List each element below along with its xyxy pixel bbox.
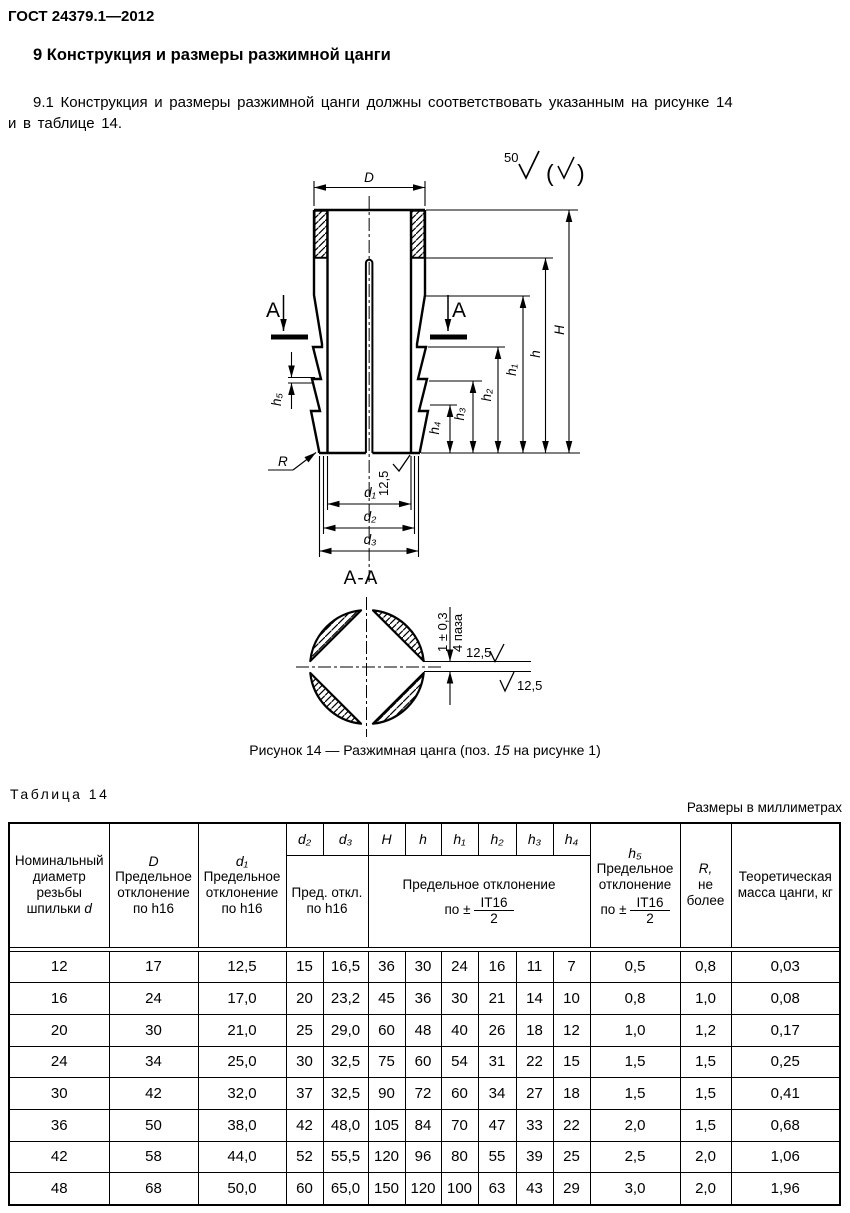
table-cell: 75 xyxy=(368,1046,405,1078)
table-cell: 2,0 xyxy=(680,1141,731,1173)
col-header-d2-var: d₂ xyxy=(297,830,312,847)
table-cell: 27 xyxy=(516,1078,553,1110)
col-header-nominal-var: d xyxy=(84,901,92,917)
table-cell: 84 xyxy=(405,1109,441,1141)
table-cell: 29,0 xyxy=(323,1014,368,1046)
caption-prefix: Рисунок 14 — Разжимная цанга (поз. xyxy=(249,742,495,758)
roughness-check-icon xyxy=(519,151,539,178)
table-cell: 1,5 xyxy=(590,1078,680,1110)
table-cell: 30 xyxy=(286,1046,323,1078)
table-cell: 31 xyxy=(478,1046,516,1078)
col-header-D-desc: Предельное отклонение по h16 xyxy=(115,869,192,917)
table-cell: 37 xyxy=(286,1078,323,1110)
frac-numerator: IT16 xyxy=(630,895,669,911)
col-header-R xyxy=(680,823,731,947)
table-cell: 30 xyxy=(9,1078,109,1110)
table-cell: 20 xyxy=(9,1014,109,1046)
col-header-d3 xyxy=(323,823,368,855)
table-body xyxy=(9,951,840,1205)
table-cell: 16 xyxy=(9,983,109,1015)
table-cell: 1,0 xyxy=(590,1014,680,1046)
table-cell: 15 xyxy=(553,1046,590,1078)
table-cell: 23,2 xyxy=(323,983,368,1015)
col-header-d23-tolerance xyxy=(286,855,368,947)
table-cell: 11 xyxy=(516,951,553,983)
table-cell: 48 xyxy=(405,1014,441,1046)
table-cell: 36 xyxy=(368,951,405,983)
col-header-h1 xyxy=(441,823,478,855)
roughness-check-icon xyxy=(393,455,410,471)
table-cell: 12 xyxy=(553,1014,590,1046)
h-group-desc: Предельное отклонение xyxy=(402,876,556,892)
slot-count-note: 4 паза xyxy=(450,613,465,652)
table-cell: 24 xyxy=(9,1046,109,1078)
table-row xyxy=(9,1014,840,1046)
table-cell: 3,0 xyxy=(590,1173,680,1205)
table-cell: 21 xyxy=(478,983,516,1015)
table-cell: 16,5 xyxy=(323,951,368,983)
paragraph-line2: и в таблице 14. xyxy=(8,115,123,132)
roughness-12-5: 12,5 xyxy=(376,470,391,496)
col-header-h2 xyxy=(478,823,516,855)
dimension-h5 xyxy=(288,352,315,409)
table-cell: 22 xyxy=(516,1046,553,1078)
roughness-check-icon xyxy=(558,157,574,178)
table-row xyxy=(9,983,840,1015)
roughness-check-icon xyxy=(490,644,504,662)
table-cell: 2,0 xyxy=(680,1173,731,1205)
table-cell: 7 xyxy=(553,951,590,983)
label-d1: d₁ xyxy=(364,485,376,500)
table-cell: 0,17 xyxy=(731,1014,840,1046)
table-title: Таблица 14 xyxy=(10,786,110,802)
table-cell: 1,5 xyxy=(680,1109,731,1141)
caption-suffix: на рисунке 1) xyxy=(509,742,601,758)
table-cell: 12,5 xyxy=(198,951,286,983)
label-d3: d₃ xyxy=(363,532,377,547)
col-header-nominal xyxy=(9,823,109,947)
table-cell: 90 xyxy=(368,1078,405,1110)
table-cell: 150 xyxy=(368,1173,405,1205)
table-cell: 34 xyxy=(478,1078,516,1110)
table-cell: 26 xyxy=(478,1014,516,1046)
roughness-value: 50 xyxy=(504,150,519,165)
table-cell: 1,5 xyxy=(680,1046,731,1078)
col-header-D-var: D xyxy=(148,853,159,870)
table-cell: 18 xyxy=(516,1014,553,1046)
table-cell: 15 xyxy=(286,951,323,983)
table-cell: 68 xyxy=(109,1173,198,1205)
table-cell: 50 xyxy=(109,1109,198,1141)
table-cell: 2,5 xyxy=(590,1141,680,1173)
roughness-12-5: 12,5 xyxy=(517,678,543,693)
col-header-d23-desc: Пред. откл. по h16 xyxy=(291,885,363,916)
col-header-h5-desc: Предельное отклонение xyxy=(596,860,674,892)
table-cell: 63 xyxy=(478,1173,516,1205)
table-cell: 40 xyxy=(441,1014,478,1046)
table-cell: 32,5 xyxy=(323,1078,368,1110)
col-header-h5 xyxy=(590,823,680,947)
table-cell: 60 xyxy=(441,1078,478,1110)
paragraph xyxy=(8,92,844,134)
table-14 xyxy=(8,822,841,1206)
table-cell: 33 xyxy=(516,1109,553,1141)
table-cell: 32,5 xyxy=(323,1046,368,1078)
frac-numerator: IT16 xyxy=(474,895,513,911)
table-cell: 1,96 xyxy=(731,1173,840,1205)
label-h5: h₅ xyxy=(269,393,284,406)
table-cell: 20 xyxy=(286,983,323,1015)
table-cell: 16 xyxy=(478,951,516,983)
table-cell: 30 xyxy=(405,951,441,983)
col-header-h3-var: h₃ xyxy=(527,830,542,847)
col-header-D xyxy=(109,823,198,947)
table-cell: 105 xyxy=(368,1109,405,1141)
col-header-d3-var: d₃ xyxy=(338,830,353,847)
table-cell: 96 xyxy=(405,1141,441,1173)
table-cell: 48 xyxy=(9,1173,109,1205)
slot-dimension: 1 ± 0,3 xyxy=(435,612,450,652)
figure-14-drawing xyxy=(0,140,850,740)
label-d2: d₂ xyxy=(363,509,377,524)
table-cell: 0,5 xyxy=(590,951,680,983)
col-header-H xyxy=(368,823,405,855)
frac-prefix: по ± xyxy=(600,902,627,918)
col-header-h4-var: h₄ xyxy=(564,830,579,847)
table-cell: 1,06 xyxy=(731,1141,840,1173)
table-row xyxy=(9,1109,840,1141)
table-cell: 39 xyxy=(516,1141,553,1173)
col-header-R-desc: не более xyxy=(686,877,725,909)
section-title: 9 Конструкция и размеры разжимной цанги xyxy=(33,46,391,64)
roughness-check-icon xyxy=(500,672,514,691)
table-cell: 80 xyxy=(441,1141,478,1173)
table-cell: 2,0 xyxy=(590,1109,680,1141)
table-cell: 38,0 xyxy=(198,1109,286,1141)
table-cell: 45 xyxy=(368,983,405,1015)
col-header-h5-var: h₅ xyxy=(628,844,642,861)
col-header-h1-var: h₁ xyxy=(453,830,466,847)
table-cell: 65,0 xyxy=(323,1173,368,1205)
table-cell: 17 xyxy=(109,951,198,983)
col-header-h2-var: h₂ xyxy=(490,830,504,847)
roughness-paren-open: ( xyxy=(546,160,554,186)
table-row xyxy=(9,1141,840,1173)
frac-denominator: 2 xyxy=(646,910,654,926)
col-header-nominal-text: Номинальный диаметр резьбы шпильки xyxy=(14,853,104,917)
section-mark-right: A xyxy=(452,299,467,322)
table-cell: 25 xyxy=(553,1141,590,1173)
section-centerlines xyxy=(296,597,441,737)
doc-number: ГОСТ 24379.1—2012 xyxy=(8,8,155,25)
table-cell: 47 xyxy=(478,1109,516,1141)
table-cell: 22 xyxy=(553,1109,590,1141)
frac-denominator: 2 xyxy=(490,910,498,926)
table-cell: 58 xyxy=(109,1141,198,1173)
col-header-mass: Теоретическая масса цанги, кг xyxy=(731,823,840,947)
table-row xyxy=(9,951,840,983)
table-cell: 10 xyxy=(553,983,590,1015)
table-cell: 48,0 xyxy=(323,1109,368,1141)
table-cell: 120 xyxy=(368,1141,405,1173)
table-cell: 70 xyxy=(441,1109,478,1141)
figure-caption xyxy=(0,742,850,758)
table-cell: 42 xyxy=(109,1078,198,1110)
table-row xyxy=(9,1173,840,1205)
table-cell: 30 xyxy=(109,1014,198,1046)
label-h3: h₃ xyxy=(452,407,467,421)
table-cell: 1,5 xyxy=(590,1046,680,1078)
table-cell: 21,0 xyxy=(198,1014,286,1046)
table-cell: 55,5 xyxy=(323,1141,368,1173)
table-cell: 14 xyxy=(516,983,553,1015)
frac-prefix: по ± xyxy=(444,902,471,917)
col-header-h-group-tolerance xyxy=(368,855,590,947)
col-header-h-var: h xyxy=(419,830,427,847)
table-cell: 100 xyxy=(441,1173,478,1205)
table-cell: 72 xyxy=(405,1078,441,1110)
label-h1: h₁ xyxy=(504,364,519,376)
table-cell: 17,0 xyxy=(198,983,286,1015)
table-cell: 36 xyxy=(405,983,441,1015)
table-row xyxy=(9,1046,840,1078)
col-header-d1-var: d₁ xyxy=(235,853,249,870)
roughness-paren-close: ) xyxy=(577,160,585,186)
table-cell: 120 xyxy=(405,1173,441,1205)
col-header-H-var: H xyxy=(381,830,392,847)
col-header-d1-desc: Предельное отклонение по h16 xyxy=(203,869,281,917)
label-h: h xyxy=(528,350,543,358)
table-cell: 0,03 xyxy=(731,951,840,983)
table-cell: 52 xyxy=(286,1141,323,1173)
table-cell: 60 xyxy=(368,1014,405,1046)
table-cell: 1,0 xyxy=(680,983,731,1015)
label-D: D xyxy=(364,170,374,185)
table-cell: 1,2 xyxy=(680,1014,731,1046)
table-cell: 0,08 xyxy=(731,983,840,1015)
table-cell: 25,0 xyxy=(198,1046,286,1078)
col-header-R-var: R, xyxy=(698,861,713,877)
table-cell: 0,25 xyxy=(731,1046,840,1078)
table-cell: 36 xyxy=(9,1109,109,1141)
radius-leader xyxy=(268,453,316,471)
table-cell: 25 xyxy=(286,1014,323,1046)
table-cell: 29 xyxy=(553,1173,590,1205)
table-cell: 18 xyxy=(553,1078,590,1110)
table-cell: 24 xyxy=(441,951,478,983)
table-cell: 55 xyxy=(478,1141,516,1173)
table-cell: 0,8 xyxy=(680,951,731,983)
col-header-h xyxy=(405,823,441,855)
table-cell: 24 xyxy=(109,983,198,1015)
paragraph-line1: 9.1 Конструкция и размеры разжимной цанги должны соответствовать указанным на рисунке 14 xyxy=(33,94,733,111)
col-header-h4 xyxy=(553,823,590,855)
table-cell: 0,8 xyxy=(590,983,680,1015)
table-cell: 1,5 xyxy=(680,1078,731,1110)
table-cell: 54 xyxy=(441,1046,478,1078)
table-cell: 42 xyxy=(286,1109,323,1141)
table-cell: 60 xyxy=(286,1173,323,1205)
table-cell: 42 xyxy=(9,1141,109,1173)
section-view-label: A-A xyxy=(343,568,379,589)
label-h2: h₂ xyxy=(479,388,494,402)
col-header-d2 xyxy=(286,823,323,855)
col-header-d1 xyxy=(198,823,286,947)
caption-position-ref: 15 xyxy=(494,742,510,758)
table-cell: 12 xyxy=(9,951,109,983)
label-R: R xyxy=(278,454,288,469)
table-cell: 32,0 xyxy=(198,1078,286,1110)
col-header-h3 xyxy=(516,823,553,855)
label-h4: h₄ xyxy=(427,421,442,435)
table-cell: 60 xyxy=(405,1046,441,1078)
label-H: H xyxy=(552,325,567,335)
section-mark-left: A xyxy=(265,299,280,322)
table-cell: 30 xyxy=(441,983,478,1015)
table-row xyxy=(9,1078,840,1110)
table-cell: 0,68 xyxy=(731,1109,840,1141)
units-note: Размеры в миллиметрах xyxy=(686,800,842,815)
roughness-12-5: 12,5 xyxy=(466,645,492,660)
table-cell: 50,0 xyxy=(198,1173,286,1205)
table-cell: 44,0 xyxy=(198,1141,286,1173)
table-cell: 34 xyxy=(109,1046,198,1078)
table-cell: 43 xyxy=(516,1173,553,1205)
table-cell: 0,41 xyxy=(731,1078,840,1110)
